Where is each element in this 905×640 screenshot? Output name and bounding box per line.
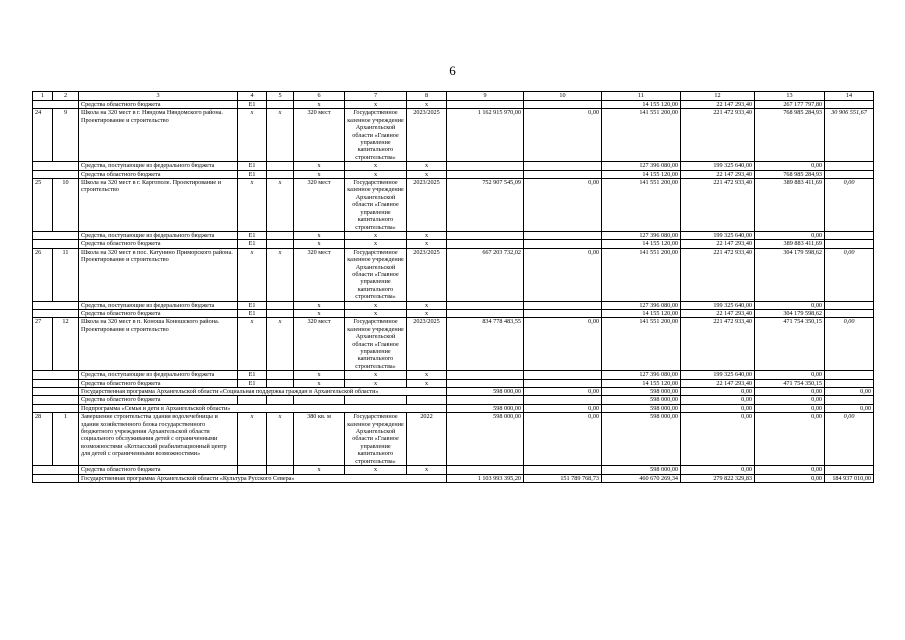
column-number-cell: 14	[825, 92, 874, 101]
marker-cell: х	[294, 170, 345, 178]
amount-cell: 598 000,00	[447, 388, 524, 396]
funding-source-row	[33, 301, 874, 309]
marker-cell: х	[407, 170, 447, 178]
marker-cell: х	[407, 309, 447, 317]
funding-source-name-cell: Средства областного бюджета	[79, 466, 238, 474]
funding-source-row	[33, 231, 874, 239]
amount-cell	[524, 379, 602, 387]
object-name-cell: Завершение строительства здания водолечебницы и здания хозяйственного блока государственного бюджетного учреждения Архангельской области социального обслуживания детей с ограниченными возможностями «Котласский реабилитационный центр для детей с ограниченными возможностями»	[79, 413, 238, 466]
customer-cell: Государственное казенное учреждение Архангельской области «Главное управление капитального строительства»	[345, 179, 407, 232]
capacity-cell: 320 мест	[294, 318, 345, 371]
amount-cell: 199 325 640,00	[681, 231, 755, 239]
item-number-cell: 12	[53, 318, 79, 371]
amount-cell	[524, 371, 602, 379]
amount-cell: 389 883 411,69	[755, 179, 825, 232]
code-cell: х	[267, 248, 294, 301]
marker-cell: х	[294, 379, 345, 387]
code-cell: Е1	[238, 170, 267, 178]
amount-cell: 0,00	[524, 413, 602, 466]
marker-cell: х	[345, 301, 407, 309]
code-cell	[238, 466, 267, 474]
customer-cell: Государственное казенное учреждение Архангельской области «Главное управление капитального строительства»	[345, 318, 407, 371]
amount-cell: 151 789 768,73	[524, 474, 602, 482]
amount-cell: 389 883 411,69	[755, 240, 825, 248]
amount-cell	[447, 240, 524, 248]
amount-cell: 0,00	[755, 404, 825, 412]
amount-cell: 141 551 200,00	[602, 109, 681, 162]
amount-cell	[447, 170, 524, 178]
item-number-cell: 11	[53, 248, 79, 301]
funding-source-name-cell: Средства областного бюджета	[79, 309, 238, 317]
funding-source-row	[33, 371, 874, 379]
code-cell	[267, 101, 294, 109]
program-row	[33, 388, 874, 396]
marker-cell: х	[345, 101, 407, 109]
amount-cell	[524, 466, 602, 474]
amount-cell: 14 155 120,00	[602, 379, 681, 387]
amount-cell: 30 906 551,67	[825, 109, 874, 162]
column-number-cell: 7	[345, 92, 407, 101]
funding-source-row	[33, 466, 874, 474]
column-number-cell: 11	[602, 92, 681, 101]
amount-cell: 1 162 915 970,00	[447, 109, 524, 162]
marker-cell: х	[407, 466, 447, 474]
amount-cell: 0,00	[524, 388, 602, 396]
marker-cell: х	[407, 231, 447, 239]
code-cell	[267, 466, 294, 474]
marker-cell: х	[345, 309, 407, 317]
marker-cell: х	[294, 466, 345, 474]
amount-cell	[825, 396, 874, 404]
marker-cell: х	[345, 240, 407, 248]
amount-cell	[524, 101, 602, 109]
amount-cell	[447, 466, 524, 474]
marker-cell: х	[294, 231, 345, 239]
amount-cell: 460 670 269,34	[602, 474, 681, 482]
row-number-cell: 27	[33, 318, 53, 371]
item-number-cell: 10	[53, 179, 79, 232]
amount-cell: 0,00	[825, 413, 874, 466]
marker-cell: х	[294, 309, 345, 317]
amount-cell: 598 000,00	[602, 388, 681, 396]
amount-cell: 0,00	[681, 413, 755, 466]
marker-cell: х	[407, 371, 447, 379]
amount-cell	[524, 170, 602, 178]
amount-cell	[447, 396, 524, 404]
marker-cell: х	[345, 466, 407, 474]
code-cell: Е1	[238, 371, 267, 379]
amount-cell: 0,00	[825, 179, 874, 232]
amount-cell: 22 147 293,40	[681, 240, 755, 248]
code-cell: х	[267, 318, 294, 371]
code-cell	[267, 396, 294, 404]
marker-cell: х	[407, 101, 447, 109]
empty-cell	[33, 404, 79, 412]
period-cell: 2023/2025	[407, 318, 447, 371]
amount-cell: 14 155 120,00	[602, 101, 681, 109]
amount-cell: 752 907 545,09	[447, 179, 524, 232]
code-cell: х	[238, 109, 267, 162]
amount-cell: 22 147 293,40	[681, 309, 755, 317]
empty-cell	[33, 466, 79, 474]
amount-cell: 598 000,00	[602, 396, 681, 404]
funding-source-name-cell: Средства областного бюджета	[79, 240, 238, 248]
code-cell: х	[267, 109, 294, 162]
funding-source-row	[33, 170, 874, 178]
marker-cell: х	[345, 231, 407, 239]
object-row	[33, 318, 874, 371]
program-name-cell: Подпрограмма «Семья и дети в Архангельской области»	[79, 404, 447, 412]
funding-source-name-cell: Средства областного бюджета	[79, 101, 238, 109]
amount-cell: 0,00	[755, 413, 825, 466]
code-cell: Е1	[238, 231, 267, 239]
amount-cell: 22 147 293,40	[681, 379, 755, 387]
amount-cell: 0,00	[825, 248, 874, 301]
code-cell: х	[238, 179, 267, 232]
amount-cell: 598 000,00	[602, 404, 681, 412]
amount-cell	[524, 309, 602, 317]
code-cell: Е1	[238, 301, 267, 309]
amount-cell	[825, 101, 874, 109]
object-row	[33, 109, 874, 162]
amount-cell: 14 155 120,00	[602, 240, 681, 248]
code-cell	[267, 379, 294, 387]
amount-cell: 141 551 200,00	[602, 318, 681, 371]
marker-cell: х	[294, 240, 345, 248]
empty-cell	[33, 388, 79, 396]
marker-cell: х	[345, 170, 407, 178]
funding-source-row	[33, 309, 874, 317]
item-number-cell: 9	[53, 109, 79, 162]
amount-cell: 598 000,00	[602, 466, 681, 474]
amount-cell: 598 000,00	[602, 413, 681, 466]
amount-cell: 0,00	[755, 371, 825, 379]
amount-cell: 0,00	[755, 231, 825, 239]
object-row	[33, 413, 874, 466]
empty-cell	[33, 379, 79, 387]
amount-cell: 127 396 080,00	[602, 301, 681, 309]
capacity-cell: 320 мест	[294, 248, 345, 301]
marker-cell: х	[407, 162, 447, 170]
amount-cell	[524, 231, 602, 239]
amount-cell: 598 000,00	[447, 413, 524, 466]
amount-cell: 127 396 080,00	[602, 371, 681, 379]
amount-cell: 199 325 640,00	[681, 162, 755, 170]
funding-source-name-cell: Средства, поступающие из федерального бюджета	[79, 231, 238, 239]
object-row	[33, 179, 874, 232]
code-cell: Е1	[238, 379, 267, 387]
column-number-cell: 1	[33, 92, 53, 101]
code-cell: х	[238, 318, 267, 371]
column-number-cell: 8	[407, 92, 447, 101]
funding-source-row	[33, 379, 874, 387]
customer-cell: Государственное казенное учреждение Архангельской области «Главное управление капитального строительства»	[345, 413, 407, 466]
marker-cell	[345, 396, 407, 404]
budget-table	[32, 91, 874, 483]
empty-cell	[33, 231, 79, 239]
object-name-cell: Школа на 320 мест в г. Няндома Няндомского района. Проектирование и строительство	[79, 109, 238, 162]
amount-cell	[524, 240, 602, 248]
amount-cell	[825, 466, 874, 474]
amount-cell	[825, 240, 874, 248]
amount-cell: 0,00	[825, 404, 874, 412]
amount-cell: 0,00	[755, 388, 825, 396]
marker-cell: х	[407, 240, 447, 248]
marker-cell: х	[294, 101, 345, 109]
empty-cell	[33, 474, 79, 482]
empty-cell	[33, 309, 79, 317]
amount-cell: 304 179 598,62	[755, 309, 825, 317]
amount-cell	[825, 379, 874, 387]
code-cell	[267, 240, 294, 248]
code-cell: Е1	[238, 101, 267, 109]
code-cell	[267, 301, 294, 309]
period-cell: 2023/2025	[407, 248, 447, 301]
amount-cell: 0,00	[681, 404, 755, 412]
column-number-cell: 2	[53, 92, 79, 101]
amount-cell	[447, 231, 524, 239]
amount-cell: 199 325 640,00	[681, 301, 755, 309]
marker-cell: х	[345, 162, 407, 170]
amount-cell: 22 147 293,40	[681, 101, 755, 109]
item-number-cell: 1	[53, 413, 79, 466]
marker-cell: х	[407, 379, 447, 387]
amount-cell: 598 000,00	[447, 404, 524, 412]
code-cell: х	[238, 248, 267, 301]
marker-cell: х	[294, 371, 345, 379]
column-number-cell: 12	[681, 92, 755, 101]
amount-cell	[825, 301, 874, 309]
code-cell	[238, 396, 267, 404]
empty-cell	[33, 101, 79, 109]
funding-source-name-cell: Средства областного бюджета	[79, 170, 238, 178]
amount-cell	[447, 309, 524, 317]
row-number-cell: 28	[33, 413, 53, 466]
empty-cell	[33, 162, 79, 170]
amount-cell	[825, 170, 874, 178]
amount-cell: 199 325 640,00	[681, 371, 755, 379]
amount-cell: 0,00	[825, 318, 874, 371]
funding-source-name-cell: Средства областного бюджета	[79, 396, 238, 404]
row-number-cell: 25	[33, 179, 53, 232]
amount-cell	[825, 231, 874, 239]
amount-cell: 22 147 293,40	[681, 170, 755, 178]
period-cell: 2023/2025	[407, 109, 447, 162]
funding-source-name-cell: Средства, поступающие из федерального бюджета	[79, 371, 238, 379]
amount-cell: 141 551 200,00	[602, 179, 681, 232]
funding-source-row	[33, 162, 874, 170]
table-body	[33, 92, 874, 483]
customer-cell: Государственное казенное учреждение Архангельской области «Главное управление капитального строительства»	[345, 109, 407, 162]
amount-cell	[447, 371, 524, 379]
amount-cell: 471 754 350,15	[755, 318, 825, 371]
amount-cell: 0,00	[681, 466, 755, 474]
amount-cell	[447, 101, 524, 109]
code-cell: Е1	[238, 240, 267, 248]
amount-cell: 667 203 732,02	[447, 248, 524, 301]
amount-cell	[825, 309, 874, 317]
amount-cell	[447, 379, 524, 387]
funding-source-row	[33, 240, 874, 248]
amount-cell: 221 472 933,40	[681, 318, 755, 371]
code-cell	[267, 170, 294, 178]
code-cell	[267, 162, 294, 170]
column-number-cell: 3	[79, 92, 238, 101]
column-number-cell: 5	[267, 92, 294, 101]
column-number-cell: 4	[238, 92, 267, 101]
empty-cell	[33, 371, 79, 379]
object-row	[33, 248, 874, 301]
code-cell	[267, 309, 294, 317]
column-number-cell: 6	[294, 92, 345, 101]
amount-cell: 0,00	[524, 109, 602, 162]
code-cell: х	[238, 413, 267, 466]
amount-cell	[447, 162, 524, 170]
column-number-cell: 10	[524, 92, 602, 101]
code-cell: Е1	[238, 309, 267, 317]
program-row	[33, 404, 874, 412]
code-cell: Е1	[238, 162, 267, 170]
capacity-cell: 320 мест	[294, 109, 345, 162]
amount-cell: 0,00	[755, 474, 825, 482]
amount-cell: 0,00	[681, 388, 755, 396]
period-cell: 2022	[407, 413, 447, 466]
code-cell: х	[267, 413, 294, 466]
empty-cell	[33, 396, 79, 404]
amount-cell: 221 472 933,40	[681, 248, 755, 301]
amount-cell: 0,00	[755, 466, 825, 474]
amount-cell: 221 472 933,40	[681, 179, 755, 232]
amount-cell: 834 778 483,55	[447, 318, 524, 371]
amount-cell	[524, 301, 602, 309]
amount-cell: 0,00	[755, 396, 825, 404]
column-number-row	[33, 92, 874, 101]
marker-cell: х	[294, 162, 345, 170]
amount-cell: 279 822 329,83	[681, 474, 755, 482]
amount-cell: 768 985 284,93	[755, 109, 825, 162]
funding-source-row	[33, 101, 874, 109]
empty-cell	[33, 170, 79, 178]
program-name-cell: Государственная программа Архангельской области «Социальная поддержка граждан в Архангельской области»	[79, 388, 447, 396]
amount-cell: 0,00	[524, 318, 602, 371]
page-number: 6	[449, 63, 456, 78]
amount-cell: 0,00	[681, 396, 755, 404]
marker-cell: х	[345, 379, 407, 387]
amount-cell	[524, 396, 602, 404]
funding-source-name-cell: Средства, поступающие из федерального бюджета	[79, 301, 238, 309]
amount-cell: 221 472 933,40	[681, 109, 755, 162]
amount-cell: 0,00	[524, 404, 602, 412]
code-cell	[267, 231, 294, 239]
code-cell	[267, 371, 294, 379]
amount-cell: 1 103 993 395,20	[447, 474, 524, 482]
amount-cell: 184 937 010,00	[825, 474, 874, 482]
program-name-cell: Государственная программа Архангельской области «Культура Русского Севера»	[79, 474, 447, 482]
marker-cell: х	[345, 371, 407, 379]
row-number-cell: 26	[33, 248, 53, 301]
marker-cell: х	[407, 301, 447, 309]
amount-cell: 0,00	[524, 248, 602, 301]
amount-cell: 127 396 080,00	[602, 231, 681, 239]
funding-source-name-cell: Средства областного бюджета	[79, 379, 238, 387]
empty-cell	[33, 240, 79, 248]
amount-cell: 0,00	[524, 179, 602, 232]
amount-cell: 14 155 120,00	[602, 309, 681, 317]
funding-source-row	[33, 396, 874, 404]
marker-cell	[407, 396, 447, 404]
amount-cell: 0,00	[755, 162, 825, 170]
period-cell: 2023/2025	[407, 179, 447, 232]
amount-cell: 0,00	[825, 388, 874, 396]
program-row	[33, 474, 874, 482]
code-cell: х	[267, 179, 294, 232]
amount-cell: 267 177 797,80	[755, 101, 825, 109]
column-number-cell: 13	[755, 92, 825, 101]
column-number-cell: 9	[447, 92, 524, 101]
marker-cell	[294, 396, 345, 404]
amount-cell: 304 179 598,62	[755, 248, 825, 301]
amount-cell: 14 155 120,00	[602, 170, 681, 178]
object-name-cell: Школа на 320 мест в пос. Катунино Приморского района. Проектирование и строительство	[79, 248, 238, 301]
capacity-cell: 380 кв. м	[294, 413, 345, 466]
marker-cell: х	[294, 301, 345, 309]
amount-cell: 768 985 284,93	[755, 170, 825, 178]
amount-cell	[447, 301, 524, 309]
amount-cell: 141 551 200,00	[602, 248, 681, 301]
customer-cell: Государственное казенное учреждение Архангельской области «Главное управление капитального строительства»	[345, 248, 407, 301]
amount-cell: 0,00	[755, 301, 825, 309]
object-name-cell: Школа на 320 мест в г. Каргополе. Проектирование и строительство	[79, 179, 238, 232]
amount-cell: 471 754 350,15	[755, 379, 825, 387]
funding-source-name-cell: Средства, поступающие из федерального бюджета	[79, 162, 238, 170]
amount-cell	[524, 162, 602, 170]
empty-cell	[33, 301, 79, 309]
amount-cell	[825, 371, 874, 379]
object-name-cell: Школа на 320 мест в п. Коноша Коношского района. Проектирование и строительство	[79, 318, 238, 371]
row-number-cell: 24	[33, 109, 53, 162]
amount-cell	[825, 162, 874, 170]
amount-cell: 127 396 080,00	[602, 162, 681, 170]
capacity-cell: 320 мест	[294, 179, 345, 232]
